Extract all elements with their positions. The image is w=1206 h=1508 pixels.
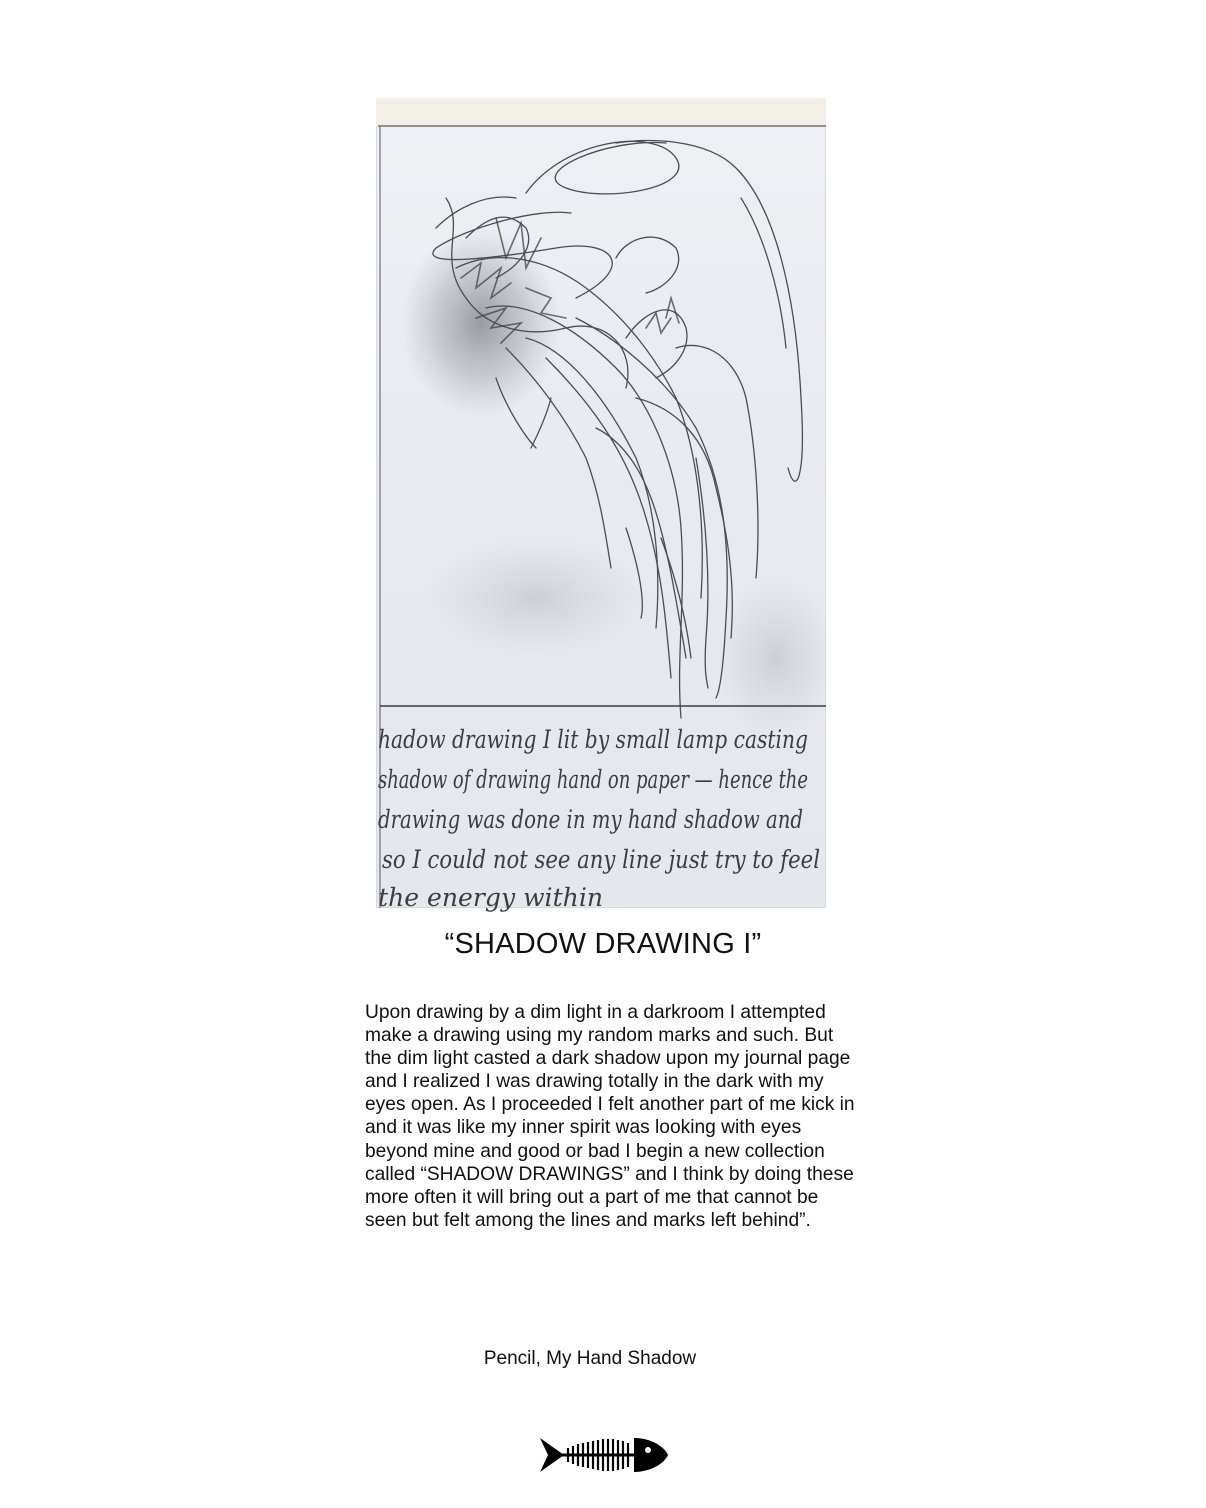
caption-line: so I could not see any line just try to feel xyxy=(382,845,820,874)
caption-line: the energy within xyxy=(378,883,603,912)
graphite-smudge xyxy=(401,228,561,418)
fish-logo-graphic xyxy=(538,1434,670,1476)
fish-skeleton-icon xyxy=(538,1434,670,1476)
graphite-shade xyxy=(716,578,836,738)
artwork-medium: Pencil, My Hand Shadow xyxy=(483,1348,697,1369)
caption-line: drawing was done in my hand shadow and xyxy=(378,805,803,834)
caption-line: shadow of drawing hand on paper — hence the xyxy=(378,765,808,794)
fish-eye xyxy=(645,1447,651,1453)
handwritten-caption xyxy=(378,725,820,912)
artwork-description: Upon drawing by a dim light in a darkroom I attempted make a drawing using my random marks and such. But the dim light casted a dark shadow upon my journal page and I realized I was drawing totally in the dark with my eyes open. As I proceeded I felt another part of me kick in and it was like my inner spirit was looking with eyes beyond mine and good or bad I begin a new collection called “SHADOW DRAWINGS” and I think by doing these more often it will bring out a part of me that cannot be seen but felt among the lines and marks left behind”. xyxy=(365,1002,855,1231)
artwork-image xyxy=(376,98,826,912)
paper-top-strip xyxy=(376,98,826,126)
pencil-drawing xyxy=(376,98,826,912)
graphite-shade-faint xyxy=(426,538,646,658)
caption-line: hadow drawing I lit by small lamp casting xyxy=(378,725,808,754)
artwork-title: “SHADOW DRAWING I” xyxy=(444,928,762,960)
